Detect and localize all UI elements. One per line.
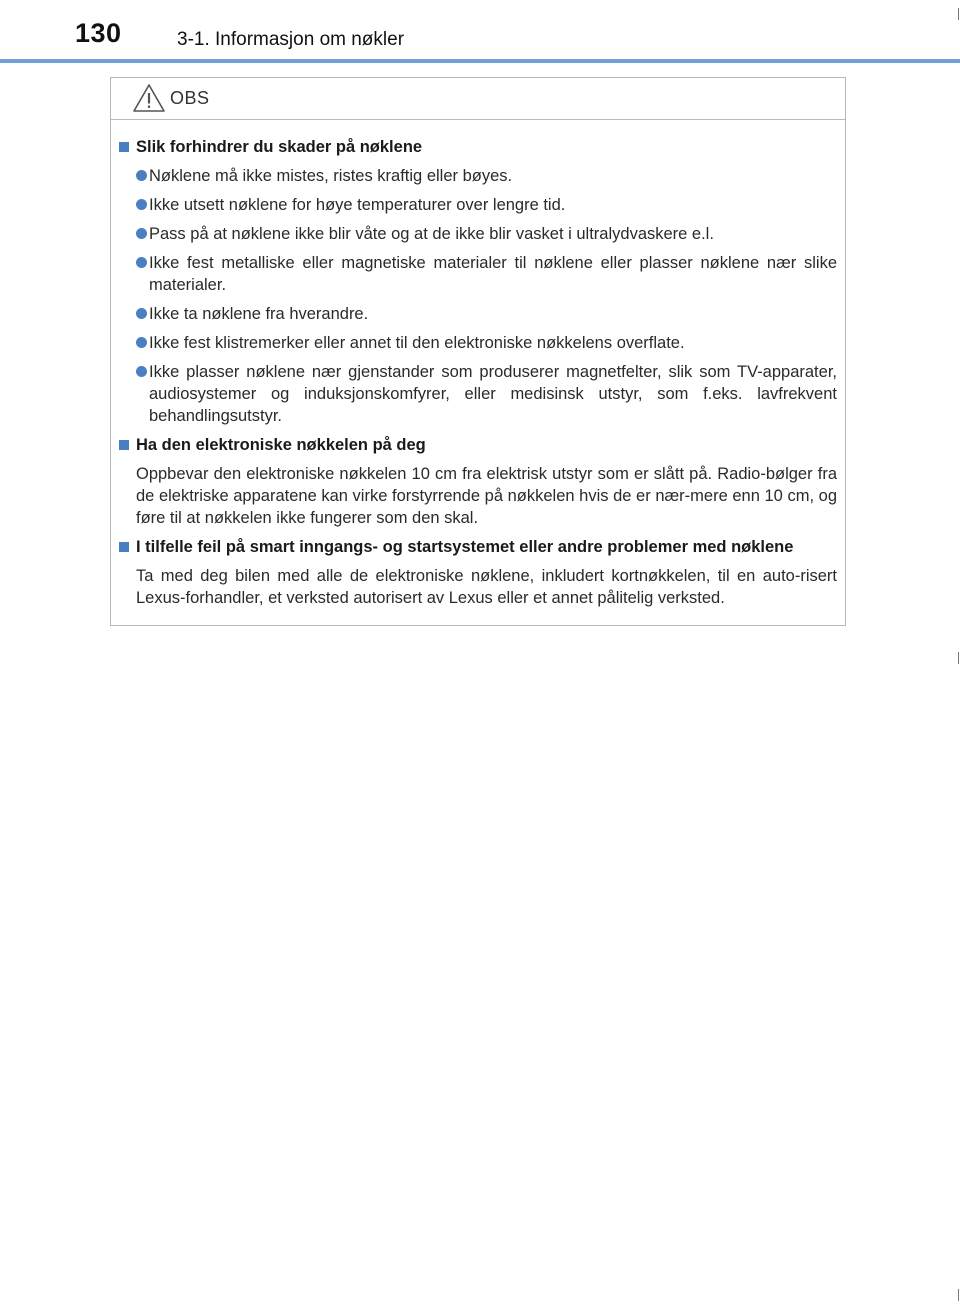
- edge-tick: [958, 8, 959, 20]
- round-bullet-icon: [136, 257, 147, 268]
- square-bullet-icon: [119, 142, 129, 152]
- list-item: [118, 194, 837, 216]
- square-bullet-icon: [119, 440, 129, 450]
- section-heading: [118, 136, 837, 158]
- round-bullet-icon: [136, 170, 147, 181]
- round-bullet-icon: [136, 199, 147, 210]
- list-item: [118, 303, 837, 325]
- notice-box: [110, 77, 846, 626]
- notice-section: [118, 136, 837, 427]
- list-item-text: Ikke fest klistremerker eller annet til den elektroniske nøkkelens overflate.: [149, 334, 685, 352]
- list-item-text: Pass på at nøklene ikke blir våte og at de ikke blir vasket i ultralydvaskere e.l.: [149, 225, 714, 243]
- section-paragraph: Ta med deg bilen med alle de elektroniske nøklene, inkludert kortnøkkelen, til en auto-risert Lexus-forhandler, et verksted autorisert av Lexus eller et annet pålitelig verksted.: [136, 567, 837, 607]
- list-item: [118, 332, 837, 354]
- edge-tick: [958, 1289, 959, 1301]
- list-item: [118, 252, 837, 296]
- square-bullet-icon: [119, 542, 129, 552]
- section-paragraph: Oppbevar den elektroniske nøkkelen 10 cm fra elektrisk utstyr som er slått på. Radio-bølger fra de elektriske apparatene kan virke forstyrrende på nøkkelen hvis de er nær-mere enn 10 cm, og føre til at nøkkelen ikke fungerer som den skal.: [136, 465, 837, 527]
- section-heading: [118, 434, 837, 456]
- round-bullet-icon: [136, 337, 147, 348]
- header-rule: [0, 59, 960, 63]
- section-heading-text: Ha den elektroniske nøkkelen på deg: [136, 436, 426, 454]
- list-item-text: Ikke ta nøklene fra hverandre.: [149, 305, 369, 323]
- list-item-text: Ikke fest metalliske eller magnetiske materialer til nøklene eller plasser nøklene nær slike materialer.: [149, 254, 837, 294]
- warning-triangle-icon: [132, 82, 166, 114]
- list-item-text: Ikke plasser nøklene nær gjenstander som produserer magnetfelter, slik som TV-apparater, audiosystemer og induksjonskomfyrer, eller medisinsk utstyr, som f.eks. lavfrekvent behandlingsutstyr.: [149, 363, 837, 425]
- notice-header: [111, 78, 845, 120]
- list-item: [118, 361, 837, 427]
- section-heading: [118, 536, 837, 558]
- page-number: 130: [75, 18, 122, 48]
- round-bullet-icon: [136, 228, 147, 239]
- list-item-text: Ikke utsett nøklene for høye temperaturer over lengre tid.: [149, 196, 566, 214]
- edge-tick: [958, 652, 959, 664]
- notice-section: [118, 434, 837, 529]
- list-item-text: Nøklene må ikke mistes, ristes kraftig eller bøyes.: [149, 167, 513, 185]
- list-item: [118, 165, 837, 187]
- section-heading-text: I tilfelle feil på smart inngangs- og startsystemet eller andre problemer med nøklene: [136, 538, 794, 556]
- round-bullet-icon: [136, 308, 147, 319]
- notice-content: [118, 136, 837, 616]
- section-title: 3-1. Informasjon om nøkler: [177, 29, 405, 50]
- notice-section: [118, 536, 837, 609]
- page-header: [0, 0, 960, 64]
- notice-title: OBS: [170, 88, 210, 108]
- round-bullet-icon: [136, 366, 147, 377]
- section-heading-text: Slik forhindrer du skader på nøklene: [136, 138, 423, 156]
- list-item: [118, 223, 837, 245]
